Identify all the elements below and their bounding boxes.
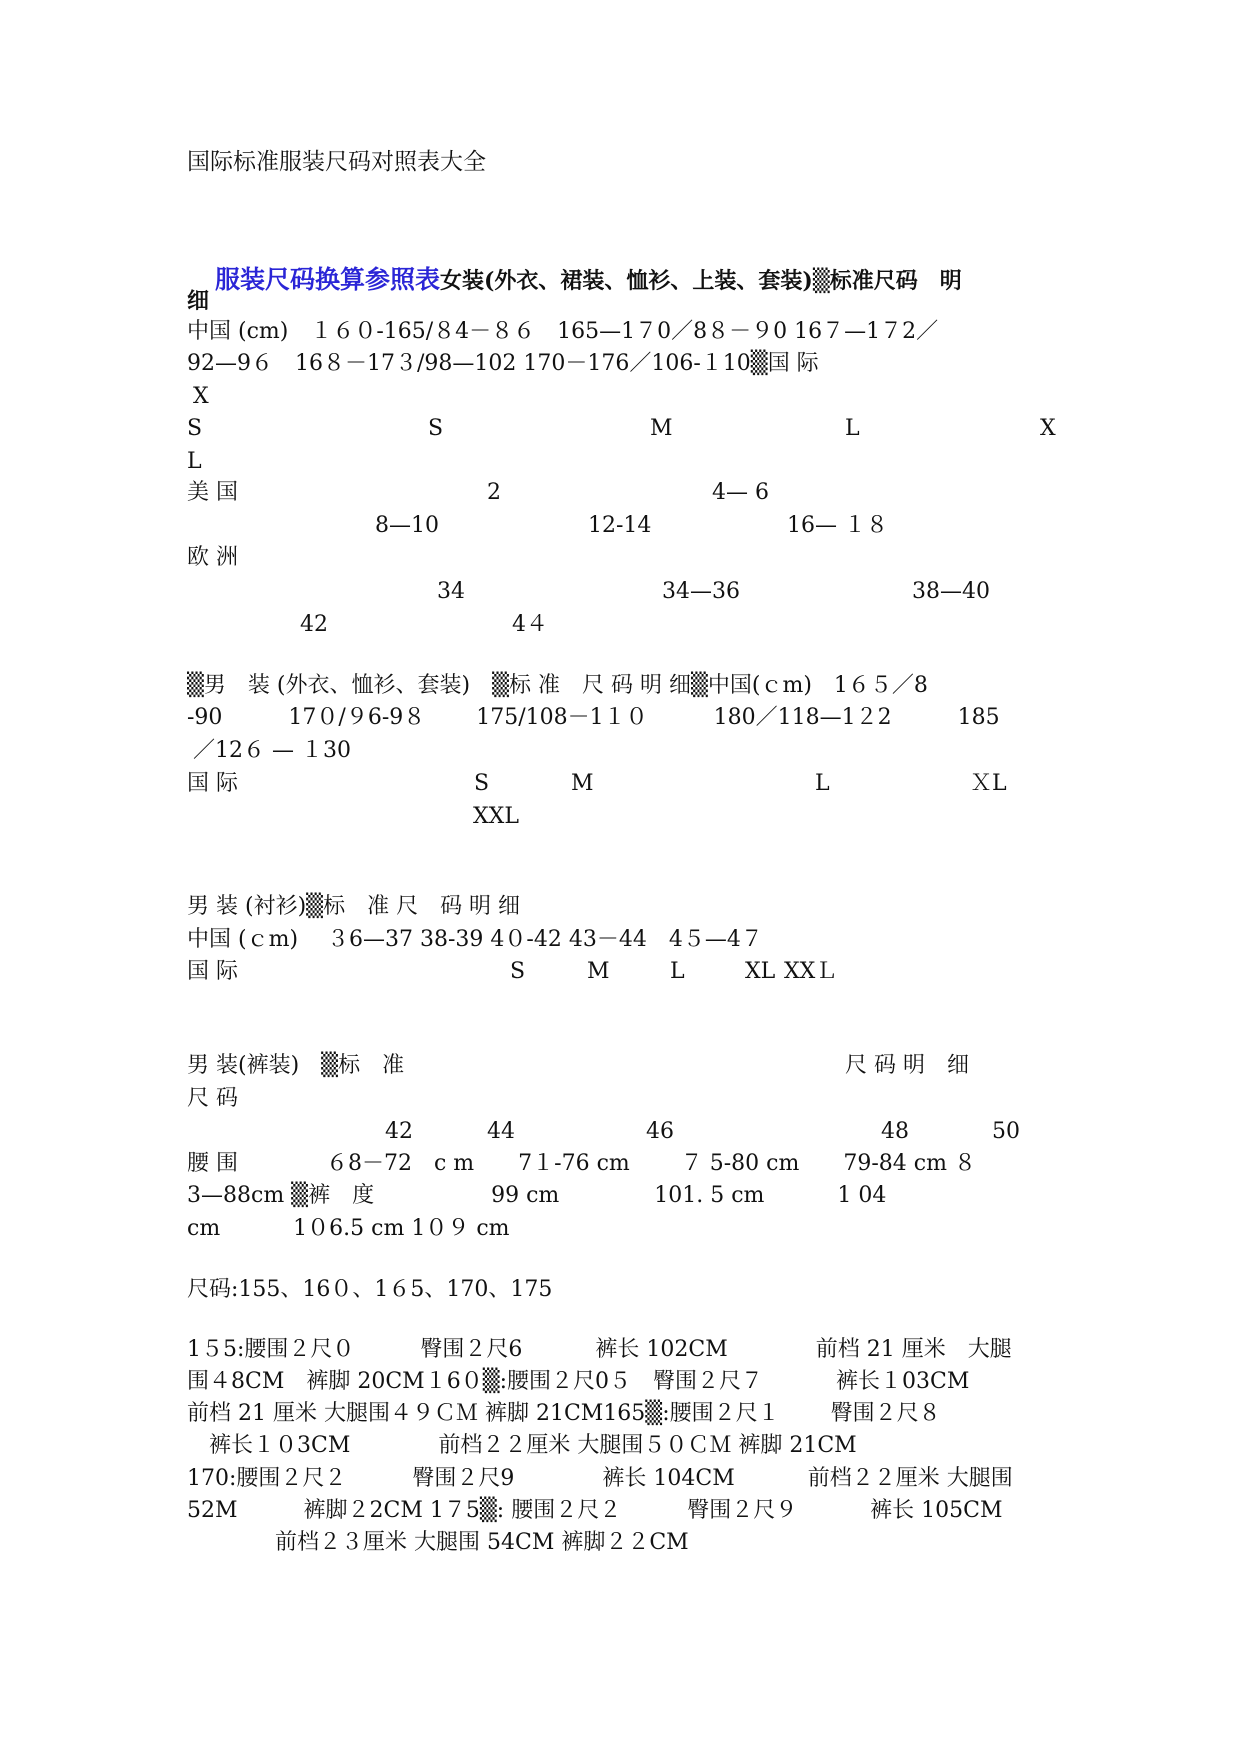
men-outer-xxl: XXL [473, 804, 519, 829]
men-pants-size-label: 尺 码 [187, 1086, 238, 1111]
men-pants-title-right: 尺 码 明 细 [845, 1053, 969, 1078]
detail-line-4: 裤长１０3CM 前档２２厘米 大腿围５０ＣＭ 裤脚 21CM [187, 1433, 857, 1458]
men-outer-l: L [815, 771, 830, 796]
men-outer-line-2: -90 17０/９6-9８ 175/108－1１０ 180／118—1２2 185 [187, 705, 1000, 730]
detail-line-1: 1５5:腰围２尺０ 臀围２尺6 裤长 102CM 前档 21 厘米 大腿 [187, 1337, 1012, 1362]
women-us-8-10: 8—10 [375, 513, 439, 538]
women-eu-label: 欧 洲 [187, 545, 238, 570]
men-pants-size-46: 46 [646, 1119, 674, 1144]
detail-line-7: 前档２３厘米 大腿围 54CM 裤脚２２CM [187, 1530, 689, 1555]
women-s2: S [428, 416, 444, 441]
men-shirt-intl-label: 国 际 [187, 959, 238, 984]
heading-blue-text: 服装尺码换算参照表 [214, 265, 440, 294]
men-outer-intl-label: 国 际 [187, 771, 238, 796]
women-x: X [193, 384, 209, 409]
men-pants-line-3: 3—88cm ▒裤 度 99 cm 101. 5 cm 1 04 [187, 1183, 887, 1208]
women-us-4-6: 4— 6 [712, 480, 769, 505]
men-pants-size-48: 48 [881, 1119, 909, 1144]
men-outer-m: M [571, 771, 594, 796]
document-title: 国际标准服装尺码对照表大全 [187, 149, 486, 175]
men-shirt-line-2: 中国 (ｃm) ３6—37 38-39 4０-42 43－44 4５—4７ [187, 927, 763, 952]
women-s1: S [187, 416, 203, 441]
men-pants-size-50: 50 [992, 1119, 1020, 1144]
men-shirt-m: M [587, 959, 610, 984]
men-pants-size-44: 44 [487, 1119, 515, 1144]
detail-line-6: 52M 裤脚２2CM 1７5▒: 腰围２尺２ 臀围２尺９ 裤长 105CM [187, 1498, 1003, 1523]
men-shirt-xxl: XXＬ [784, 959, 838, 984]
women-eu-42: 42 [300, 612, 328, 637]
men-outer-line-1: ▒男 装 (外衣、恤衫、套装) ▒标 准 尺 码 明 细▒中国(ｃm) 1６５／8 [187, 673, 928, 698]
women-l2: L [187, 449, 202, 474]
women-eu-34-36: 34—36 [662, 579, 740, 604]
detail-line-2: 围４8CM 裤脚 20CM１6０▒:腰围２尺0５ 臀围２尺７ 裤长１03CM [187, 1369, 970, 1394]
men-pants-title-left: 男 装(裤装) ▒标 准 [187, 1053, 405, 1078]
sizes-line: 尺码:155、16０、1６5、170、175 [187, 1277, 553, 1302]
men-outer-line-3: ／12６ — １30 [193, 738, 351, 763]
men-outer-s: S [474, 771, 490, 796]
men-shirt-line-1: 男 装 (衬衫)▒标 准 尺 码 明 细 [187, 894, 521, 919]
detail-line-5: 170:腰围２尺２ 臀围２尺9 裤长 104CM 前档２２厘米 大腿围 [187, 1466, 1013, 1491]
women-heading [187, 238, 962, 324]
men-pants-line-4: cm 1０6.5 cm 1０９ cm [187, 1216, 510, 1241]
detail-line-3: 前档 21 厘米 大腿围４９ＣＭ 裤脚 21CM165▒:腰围２尺１ 臀围２尺８ [187, 1401, 941, 1426]
women-us-2: 2 [487, 480, 501, 505]
heading-rest-text: 女装(外衣、裙装、恤衫、上装、套装)▒标准尺码 明 [440, 268, 962, 294]
men-shirt-s: S [510, 959, 526, 984]
women-us-16-18: 16— １８ [787, 513, 888, 538]
women-x2: X [1040, 416, 1056, 441]
women-l: L [845, 416, 860, 441]
women-eu-44: 4４ [512, 612, 548, 637]
men-shirt-l: L [670, 959, 685, 984]
men-shirt-xl: XL [745, 959, 776, 984]
women-m: M [650, 416, 673, 441]
women-us-12-14: 12-14 [588, 513, 652, 538]
women-eu-34: 34 [437, 579, 465, 604]
men-pants-waist-line: 腰 围 ６8－72 c m 7１-76 cm ７ 5-80 cm 79-84 cm ８ [187, 1151, 976, 1176]
women-eu-38-40: 38—40 [912, 579, 990, 604]
women-china-row-1: 中国 (cm) １６０-165/８4－８６ 165—1７0／8８－９0 16７—1７2／ [187, 319, 939, 344]
women-china-row-2: 92—9６ 16８－17３/98—102 170－176／106-１10▒国 际 [187, 351, 819, 376]
men-pants-size-42: 42 [385, 1119, 413, 1144]
women-us-label: 美 国 [187, 480, 238, 505]
women-heading-cont: 细 [187, 288, 210, 314]
men-outer-xl: ＸL [970, 771, 1007, 796]
